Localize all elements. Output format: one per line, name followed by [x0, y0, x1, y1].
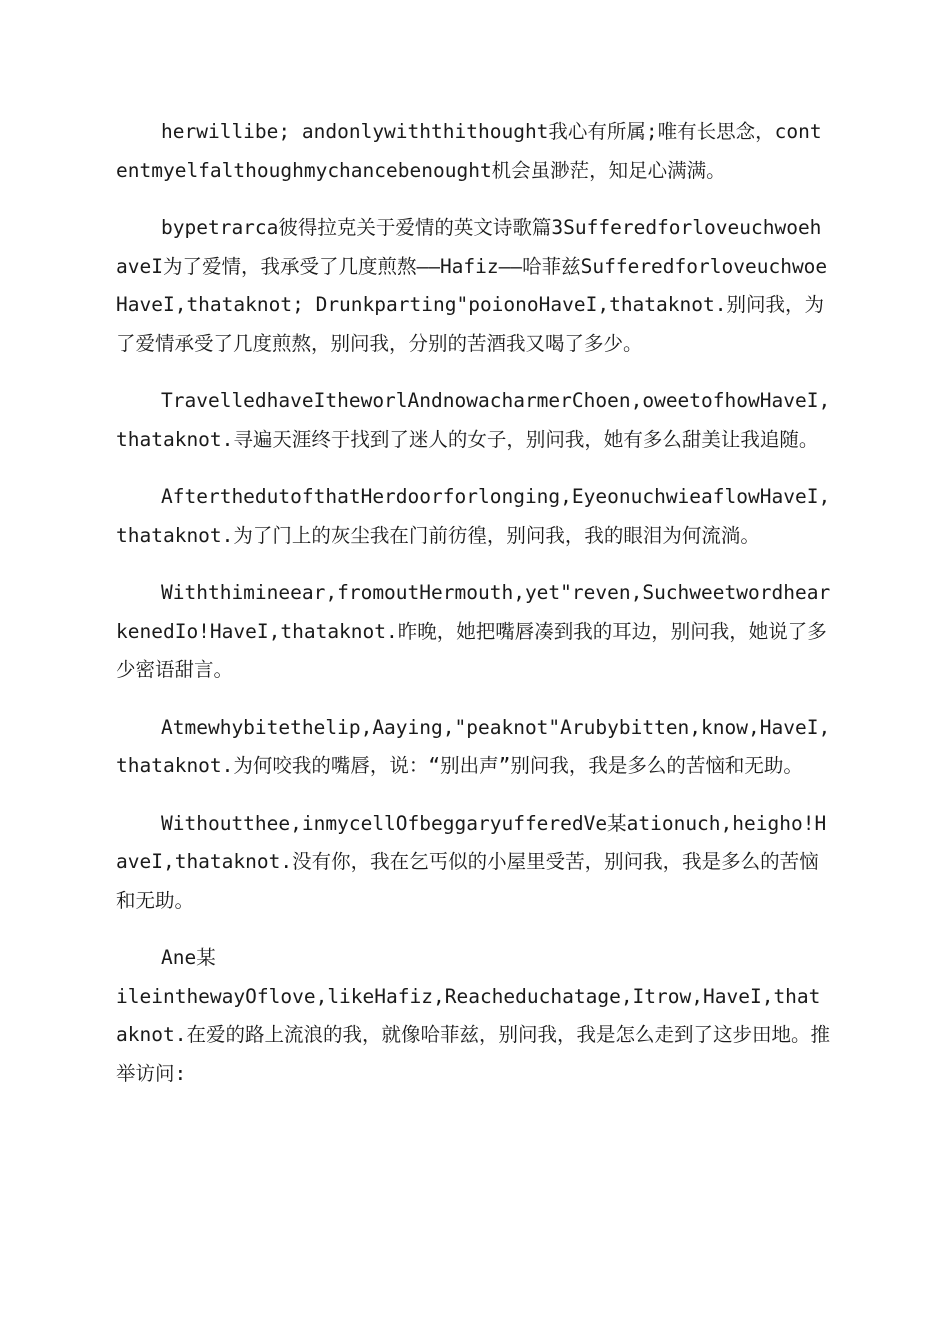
paragraph-3: TravelledhaveItheworlAndnowacharmerChoen,oweetofhowHaveI,thataknot.寻遍天涯终于找到了迷人的女子，别问我，她有多么甜美让我追随。 — [116, 389, 831, 451]
paragraph-8: Ane某 — [161, 946, 216, 969]
paragraph-9: ileinthewayOflove,likeHafiz,Reacheduchatage,Itrow,HaveI,thataknot.在爱的路上流浪的我，就像哈菲兹，别问我，我是怎么走到了这步田地。推举访问: — [116, 984, 830, 1085]
paragraph-6: Atmewhybitethelip,Aaying,"peaknot"Arubybitten,know,HaveI,thataknot.为何咬我的嘴唇，说：“别出声”别问我，我是多么的苦恼和无助。 — [116, 715, 831, 777]
paragraph-5: Withthimineear,fromoutHermouth,yet"reven,SuchweetwordhearkenedIo!HaveI,thataknot.昨晚，她把嘴唇凑到我的耳边，别问我，她说了多少密语甜言。 — [116, 581, 831, 681]
paragraph-4: AfterthedutofthatHerdoorforlonging,EyeonuchwieaflowHaveI,thataknot.为了门上的灰尘我在门前彷徨，别问我，我的眼泪为何流淌。 — [116, 485, 831, 547]
document-body — [116, 113, 832, 1112]
paragraph-2: bypetrarca彼得拉克关于爱情的英文诗歌篇3SufferedforloveuchwoehaveI为了爱情，我承受了几度煎熬——Hafiz——哈菲兹SufferedforloveuchwoeHaveI,thataknot; Drunkparting"poionoHaveI,thataknot.别问我，为了爱情承受了几度煎熬，别问我，分别的苦酒我又喝了多少。 — [116, 216, 828, 355]
paragraph-7: Withoutthee,inmycellOfbeggaryufferedVe某ationuch,heigho!HaveI,thataknot.没有你，我在乞丐似的小屋里受苦，别问我，我是多么的苦恼和无助。 — [116, 811, 827, 912]
paragraph-1: herwillibe; andonlywiththithought我心有所属;唯有长思念，contentmyelfalthoughmychancebenought机会虽渺茫，知足心满满。 — [116, 120, 822, 182]
